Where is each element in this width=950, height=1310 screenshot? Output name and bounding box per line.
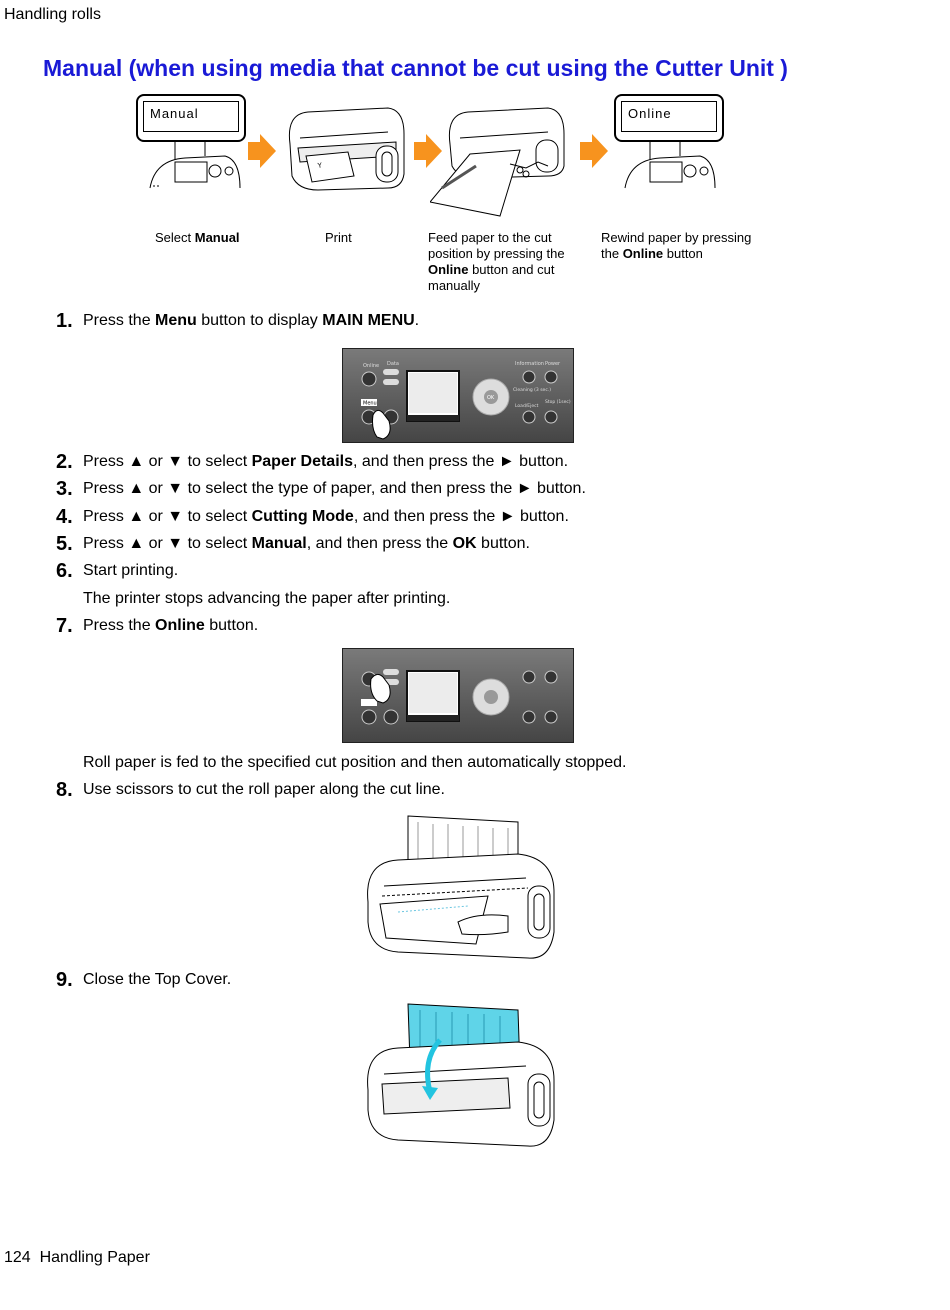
lcd-online-text: Online	[621, 101, 717, 132]
page-number: 124	[4, 1249, 31, 1266]
step-3: 3. Press ▲ or ▼ to select the type of paper, and then press the ► button.	[56, 478, 586, 500]
panel-load-eject-label: Load/Eject	[515, 404, 539, 409]
printer-printing-illustration	[278, 104, 408, 194]
flow-caption-select: Select Manual	[155, 230, 240, 245]
flow-arrow-3	[580, 134, 608, 168]
control-panel-sketch-2	[620, 138, 720, 193]
panel-data-label: Data	[387, 361, 399, 367]
panel-ok-label: OK	[487, 395, 495, 401]
flow-diagram	[0, 90, 950, 300]
panel-online-label: Online	[363, 363, 380, 369]
step-5: 5. Press ▲ or ▼ to select Manual, and then press the OK button.	[56, 533, 530, 555]
control-panel-sketch-1	[145, 138, 245, 193]
flow-caption-rewind: Rewind paper by pressing the Online button	[601, 230, 752, 261]
step-4: 4. Press ▲ or ▼ to select Cutting Mode, and then press the ► button.	[56, 506, 569, 528]
panel-power-label: Power	[545, 361, 561, 367]
panel-cleaning-label: Cleaning (3 sec.)	[513, 388, 551, 393]
section-title: Manual (when using media that cannot be cut using the Cutter Unit )	[43, 55, 788, 81]
step-6-note: The printer stops advancing the paper after printing.	[83, 590, 451, 607]
running-header: Handling rolls	[4, 6, 101, 23]
lcd-manual-text: Manual	[143, 101, 239, 132]
panel-information-label: Information	[515, 361, 544, 367]
panel-stop-label: Stop (1sec)	[545, 400, 571, 405]
operation-panel-graphic-1	[343, 349, 573, 442]
lcd-online-callout	[614, 94, 724, 142]
flow-caption-feed: Feed paper to the cut position by pressing the Online button and cut manually	[428, 230, 565, 293]
printer-close-cover-illustration	[358, 1000, 558, 1150]
operation-panel-menu	[342, 348, 574, 443]
lcd-manual-callout	[136, 94, 246, 142]
svg-text:Y: Y	[317, 161, 323, 170]
page-footer	[4, 1249, 150, 1267]
printer-cut-with-scissors-illustration	[358, 812, 558, 962]
footer-section: Handling Paper	[39, 1249, 150, 1266]
step-2: 2. Press ▲ or ▼ to select Paper Details, and then press the ► button.	[56, 451, 569, 473]
step-7-note: Roll paper is fed to the specified cut position and then automatically stopped.	[83, 754, 627, 771]
panel-menu-label: Menu	[363, 400, 377, 407]
operation-panel-graphic-2	[343, 649, 573, 742]
step-1: 1. Press the Menu button to display MAIN MENU.	[56, 310, 420, 332]
flow-caption-print: Print	[325, 230, 352, 245]
step-8: 8. Use scissors to cut the roll paper along the cut line.	[56, 779, 445, 801]
flow-arrow-1	[248, 134, 276, 168]
step-7: 7. Press the Online button.	[56, 615, 259, 637]
operation-panel-online	[342, 648, 574, 743]
step-9: 9. Close the Top Cover.	[56, 969, 232, 991]
step-6: 6. Start printing.	[56, 560, 179, 582]
printer-manual-cut-illustration	[430, 104, 580, 219]
